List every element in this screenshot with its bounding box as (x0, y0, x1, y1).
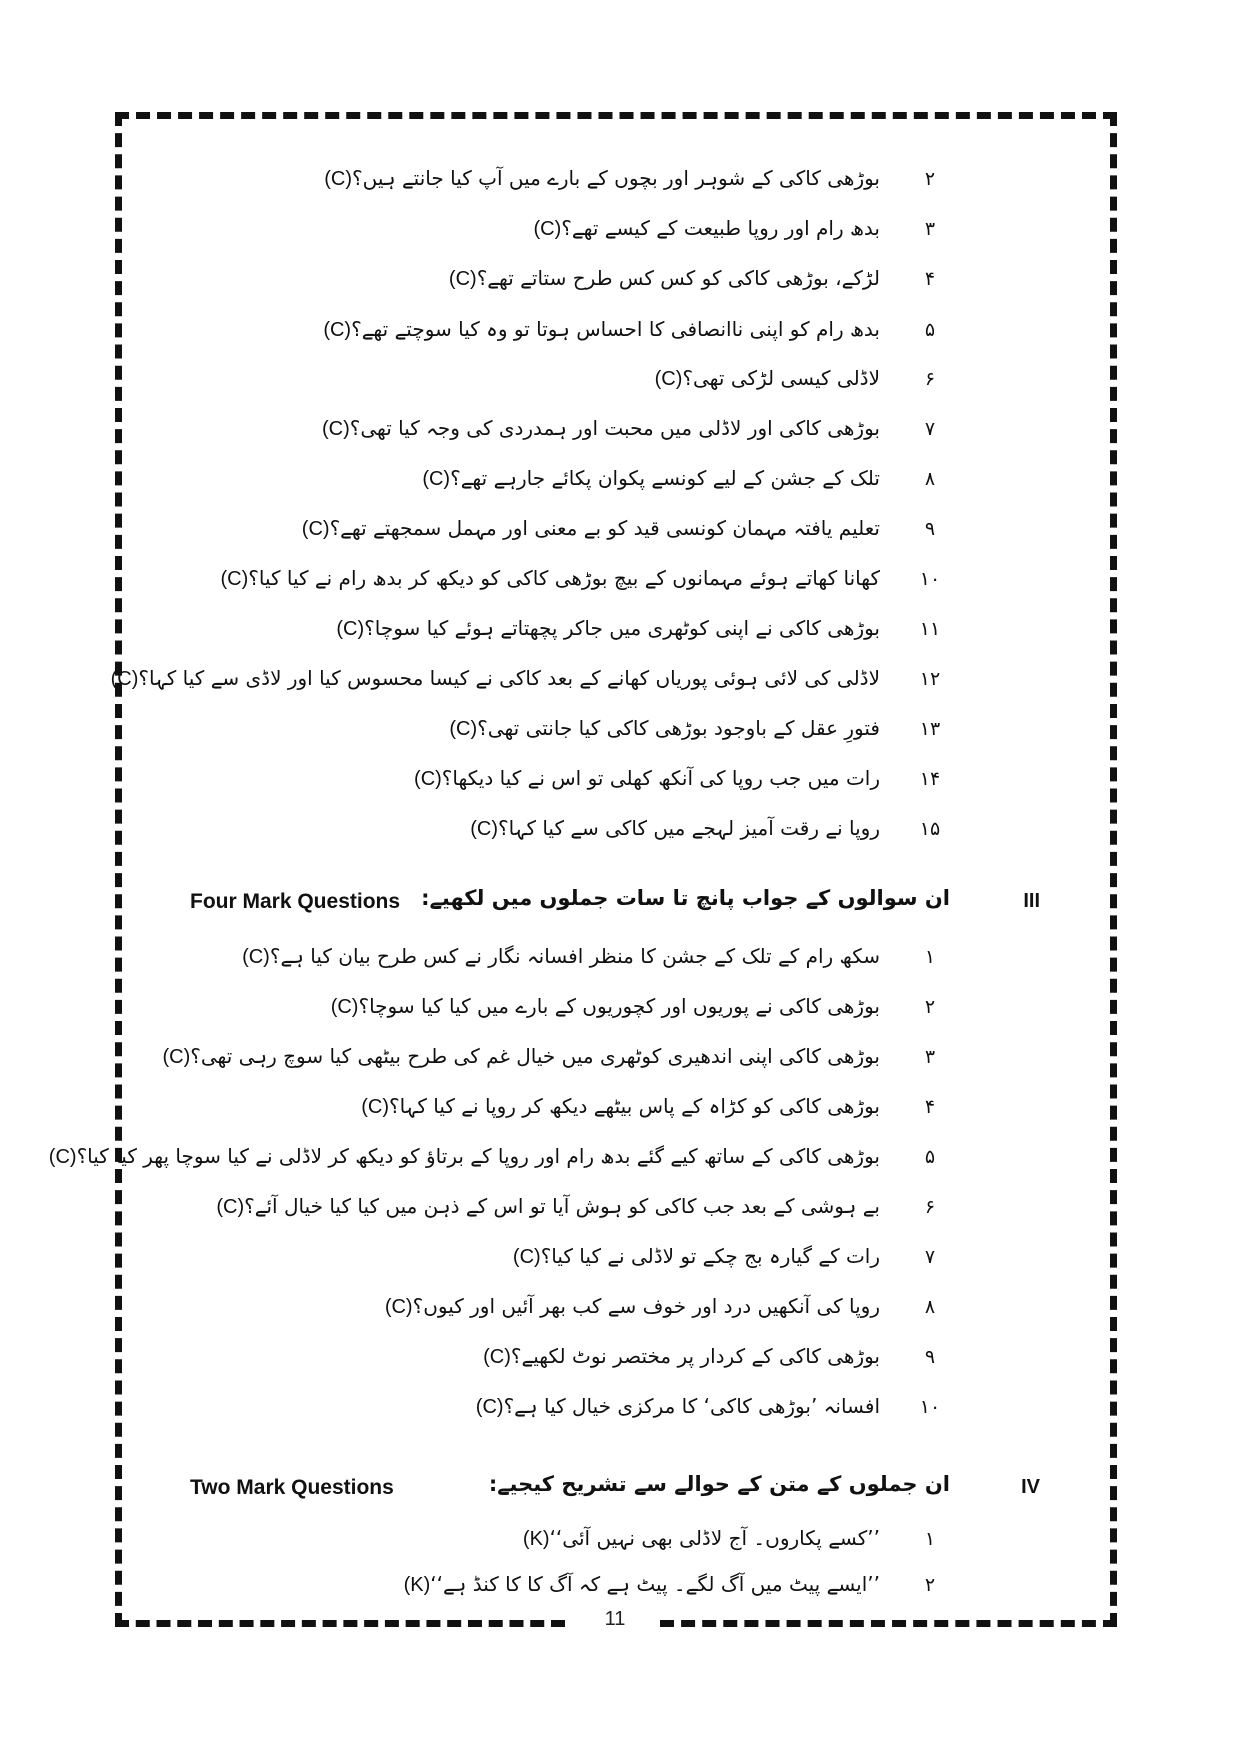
question-item: ۹ تعلیم یافتہ مہمان کونسی قید کو بے معنی اور مہمل سمجھتے تھے؟(C) (301, 516, 936, 540)
bottom-border-right (660, 1620, 1117, 1627)
section-english-title: Two Mark Questions (190, 1476, 394, 1499)
question-item: ۱۱ بوڑھی کاکی نے اپنی کوٹھری میں جاکر پچھتاتے ہوئے کیا سوچا؟(C) (336, 616, 941, 640)
section-title: ان سوالوں کے جواب پانچ تا سات جملوں میں لکھیے: (421, 886, 950, 910)
section-number: III (1023, 890, 1040, 912)
question-item: ۳ بدھ رام اور روپا طبیعت کے کیسے تھے؟(C) (533, 216, 936, 240)
question-item: ۴ لڑکے، بوڑھی کاکی کو کس کس طرح ستاتے تھے؟(C) (448, 266, 936, 290)
question-item: ۷ رات کے گیارہ بج چکے تو لاڈلی نے کیا کیا؟(C) (512, 1244, 936, 1268)
question-item: ۸ روپا کی آنکھیں درد اور خوف سے کب بھر آئیں اور کیوں؟(C) (384, 1294, 936, 1318)
question-item: ۱۴ رات میں جب روپا کی آنکھ کھلی تو اس نے کیا دیکھا؟(C) (414, 766, 941, 790)
question-item: ۱ سکھ رام کے تلک کے جشن کا منظر افسانہ نگار نے کس طرح بیان کیا ہے؟(C) (242, 944, 936, 968)
question-item: ۷ بوڑھی کاکی اور لاڈلی میں محبت اور ہمدردی کی وجہ کیا تھی؟(C) (321, 416, 936, 440)
question-item: ۵ بوڑھی کاکی کے ساتھ کیے گئے بدھ رام اور روپا کے برتاؤ کو دیکھ کر لاڈلی نے کیا سوچا پھر کیا کیا؟(C) (48, 1144, 936, 1168)
question-item: ۱ ’’کسے پکاروں۔ آج لاڈلی بھی نہیں آئی‘‘(K) (522, 1526, 936, 1550)
question-item: ۶ لاڈلی کیسی لڑکی تھی؟(C) (654, 366, 936, 390)
section-number: IV (1021, 1476, 1040, 1498)
question-item: ۱۰ کھانا کھاتے ہوئے مہمانوں کے بیچ بوڑھی کاکی کو دیکھ کر بدھ رام نے کیا کیا؟(C) (220, 566, 941, 590)
question-item: ۵ بدھ رام کو اپنی ناانصافی کا احساس ہوتا تو وہ کیا سوچتے تھے؟(C) (323, 317, 936, 341)
question-item: ۹ بوڑھی کاکی کے کردار پر مختصر نوٹ لکھیے؟(C) (483, 1344, 936, 1368)
question-item: ۴ بوڑھی کاکی کو کڑاہ کے پاس بیٹھے دیکھ کر روپا نے کیا کہا؟(C) (361, 1094, 936, 1118)
section-english-title: Four Mark Questions (190, 890, 401, 913)
question-item: ۸ تلک کے جشن کے لیے کونسے پکوان پکائے جارہے تھے؟(C) (422, 466, 936, 490)
question-item: ۲ بوڑھی کاکی کے شوہر اور بچوں کے بارے میں آپ کیا جانتے ہیں؟(C) (324, 166, 936, 190)
question-item: ۱۰ افسانہ ’بوڑھی کاکی‘ کا مرکزی خیال کیا ہے؟(C) (475, 1394, 941, 1418)
page-number: 11 (604, 1608, 626, 1630)
question-item: ۶ بے ہوشی کے بعد جب کاکی کو ہوش آیا تو اس کے ذہن میں کیا کیا خیال آئے؟(C) (216, 1194, 936, 1218)
question-item: ۳ بوڑھی کاکی اپنی اندھیری کوٹھری میں خیال غم کی طرح بیٹھی کیا سوچ رہی تھی؟(C) (162, 1044, 936, 1068)
section-title: ان جملوں کے متن کے حوالے سے تشریح کیجیے: (488, 1472, 950, 1496)
bottom-border-left (115, 1620, 565, 1627)
question-item: ۲ بوڑھی کاکی نے پوریوں اور کچوریوں کے بارے میں کیا کیا سوچا؟(C) (330, 994, 936, 1018)
question-item: ۱۳ فتورِ عقل کے باوجود بوڑھی کاکی کیا جانتی تھی؟(C) (449, 716, 941, 740)
question-item: ۱۵ روپا نے رقت آمیز لہجے میں کاکی سے کیا کہا؟(C) (470, 816, 941, 840)
question-item: ۲ ’’ایسے پیٹ میں آگ لگے۔ پیٹ ہے کہ آگ کا کا کنڈ ہے‘‘(K) (403, 1572, 936, 1596)
question-item: ۱۲ لاڈلی کی لائی ہوئی پوریاں کھانے کے بعد کاکی نے کیسا محسوس کیا اور لاڈی سے کیا کہا؟(C) (110, 666, 941, 690)
